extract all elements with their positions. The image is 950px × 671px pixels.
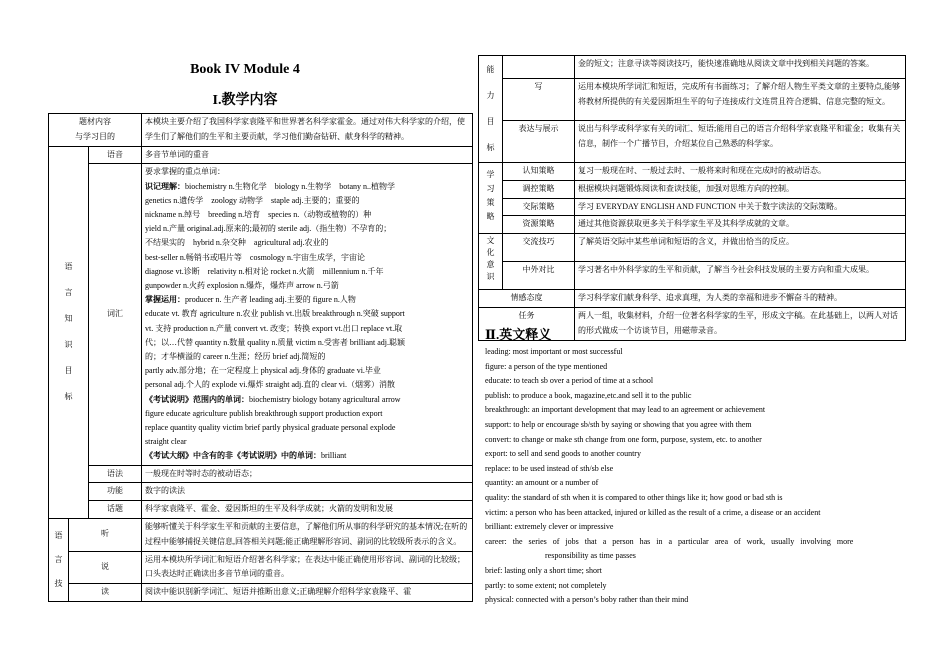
vocab-line: diagnose vt.诊断 relativity n.相对论 rocket n.火箭 millennium n.千年 bbox=[145, 266, 384, 276]
glossary-entry: convert: to change or make sth change from one form, purpose, system, etc. to another bbox=[485, 434, 762, 444]
glossary-entry: figure: a person of the type mentioned bbox=[485, 361, 608, 371]
glossary-entry: support: to help or encourage sb/sth by saying or showing that you agree with them bbox=[485, 419, 752, 429]
content-table-right bbox=[478, 55, 906, 341]
glossary-entry: brilliant: extremely clever or impressive bbox=[485, 522, 614, 532]
vocab-line: best-seller n.畅销书或唱片等 cosmology n.宇宙生成学，宇宙论 bbox=[145, 252, 366, 262]
vocab-line: genetics n.遗传学 zoology 动物学 staple adj.主要的；重要的 bbox=[145, 195, 360, 205]
culture-label bbox=[479, 234, 503, 290]
vocab-line: straight clear bbox=[145, 437, 187, 447]
topic-label: 题材内容 与学习目的 bbox=[49, 114, 142, 147]
res-label: 资源策略 bbox=[503, 216, 575, 234]
vocab-line: vt. 支持 production n.产量 convert vt. 改变；转换 export vt.出口 replace vt.取 bbox=[145, 323, 403, 333]
cog-label: 认知策略 bbox=[503, 163, 575, 181]
skills-text: 语言技 bbox=[54, 531, 63, 589]
vocab-line: figure educate agriculture publish breakthrough support production export bbox=[145, 408, 383, 418]
cskill-label: 交流技巧 bbox=[503, 234, 575, 262]
attitude-text: 学习科学家们献身科学、追求真理，为人类的幸福和进步不懈奋斗的精神。 bbox=[575, 290, 906, 308]
pron-text: 多音节单词的重音 bbox=[142, 146, 473, 164]
ability-text: 能力目标 bbox=[486, 65, 495, 152]
function-label: 功能 bbox=[89, 483, 142, 501]
topic2-text: 科学家袁隆平、霍金、爱因斯坦的生平及科学成就；火箭的发明和发展 bbox=[142, 501, 473, 519]
glossary-list bbox=[485, 345, 895, 608]
glossary-entry: partly: to some extent; not completely bbox=[485, 580, 607, 590]
speak-label: 说 bbox=[69, 551, 142, 584]
strategy-text: 学习策略 bbox=[486, 170, 495, 222]
vocab-line: replace quantity quality victim brief partly physical graduate personal explode bbox=[145, 423, 396, 433]
vocab-line: nickname n.绰号 breeding n.培育 species n.（动物或植物的）种 bbox=[145, 210, 372, 219]
speak-text: 运用本模块所学词汇和短语介绍著名科学家；在表达中能正确使用形容词、副词的比较级；口头表达时正确读出多音节单词的重音。 bbox=[142, 551, 473, 584]
vocab-cell bbox=[142, 164, 473, 465]
reg-label: 调控策略 bbox=[503, 180, 575, 198]
glossary-entry: quantity: an amount or a number of bbox=[485, 478, 599, 488]
compare-label: 中外对比 bbox=[503, 262, 575, 290]
vocab-line: 识记理解：biochemistry n.生物化学 biology n.生物学 botany n..植物学 bbox=[145, 181, 396, 191]
lang-knowledge-label bbox=[49, 146, 89, 518]
vocab-line: 《考试大纲》中含有的非《考试说明》中的单词：brilliant bbox=[145, 451, 347, 461]
topic2-label: 话题 bbox=[89, 501, 142, 519]
vocab-line: 掌握运用：producer n. 生产者 leading adj.主要的 figure n.人物 bbox=[145, 295, 356, 305]
cskill-text: 了解英语交际中某些单词和短语的含义，并做出恰当的反应。 bbox=[575, 234, 906, 262]
glossary-entry: publish: to produce a book, magazine,etc.and sell it to the public bbox=[485, 390, 692, 400]
comm-text: 学习 EVERYDAY ENGLISH AND FUNCTION 中关于数字读法的交际策略。 bbox=[575, 198, 906, 216]
glossary-entry: physical: connected with a person’s boby rather than their mind bbox=[485, 595, 689, 605]
glossary-entry: educate: to teach sb over a period of time at a school bbox=[485, 376, 654, 386]
comm-label: 交际策略 bbox=[503, 198, 575, 216]
compare-text: 学习著名中外科学家的生平和贡献，了解当今社会科技发展的主要方向和重大成果。 bbox=[575, 262, 906, 290]
glossary-entry: export: to sell and send goods to another country bbox=[485, 449, 641, 459]
vocab-line: partly adv.部分地；在一定程度上 physical adj.身体的 graduate vi.毕业 bbox=[145, 366, 381, 376]
vocab-line: 的；才华横溢的 career n.生涯；经历 brief adj.简短的 bbox=[145, 352, 326, 362]
read-text: 阅读中能识别新学词汇、短语并推断出意义;正确理解介绍科学家袁隆平、霍 bbox=[142, 584, 473, 602]
vocab-line: gunpowder n.火药 explosion n.爆炸，爆炸声 arrow n.弓箭 bbox=[145, 281, 339, 291]
read-cont-label bbox=[503, 56, 575, 79]
vocab-line: personal adj.个人的 explode vi.爆炸 straight adj.直的 clear vi.（烟雾）消散 bbox=[145, 380, 395, 390]
glossary-entry: breakthrough: an important development that may lead to an agreement or achievement bbox=[485, 405, 766, 415]
topic-text: 本模块主要介绍了我国科学家袁隆平和世界著名科学家霍金。通过对伟大科学家的介绍，使学生们了解他们的生平和主要贡献，学习他们勤奋钻研、献身科学的精神。 bbox=[142, 114, 473, 147]
function-text: 数字的读法 bbox=[142, 483, 473, 501]
vocab-line: yield n.产量 original.adj.原来的;最初的 sterile adj.（指生物）不孕育的； bbox=[145, 224, 392, 234]
grammar-label: 语法 bbox=[89, 465, 142, 483]
vocab-label: 词汇 bbox=[89, 164, 142, 465]
vocab-line: 代；以…代替 quantity n.数量 quality n.质量 victim n.受害者 brilliant adj.聪颖 bbox=[145, 337, 406, 347]
vocab-line: 《考试说明》范围内的单词：biochemistry biology botany agricultural arrow bbox=[145, 394, 401, 404]
task-label: 任务 bbox=[479, 307, 575, 340]
lang-knowledge-text: 语言知识目标 bbox=[64, 262, 73, 402]
glossary-entry-continuation: responsibility as time passes bbox=[545, 551, 636, 561]
express-label: 表达与展示 bbox=[503, 120, 575, 162]
pron-label: 语音 bbox=[89, 146, 142, 164]
book-title: Book IV Module 4 bbox=[190, 62, 300, 77]
glossary-entry: quality: the standard of sth when it is compared to other things like it; how good or bad sth is bbox=[485, 492, 783, 502]
grammar-text: 一般现在时等时态的被动语态； bbox=[142, 465, 473, 483]
express-text: 说出与科学或科学家有关的词汇、短语;能用自己的语言介绍科学家袁隆平和霍金；收集有关信息，制作一个广播节目，介绍某位自己熟悉的科学家。 bbox=[575, 120, 906, 162]
content-table-left bbox=[48, 113, 473, 602]
listen-label: 听 bbox=[69, 519, 142, 552]
res-text: 通过其他资源获取更多关于科学家生平及其科学成就的文章。 bbox=[575, 216, 906, 234]
reg-text: 根据模块问题锻炼阅读和查读技能，加强对思维方向的控制。 bbox=[575, 180, 906, 198]
glossary-entry: replace: to be used instead of sth/sb else bbox=[485, 463, 614, 473]
section2-title: Ⅱ.英文释义 bbox=[485, 327, 552, 342]
attitude-label: 情感态度 bbox=[479, 290, 575, 308]
section1-title: I.教学内容 bbox=[212, 93, 278, 108]
listen-text: 能够听懂关于科学家生平和贡献的主要信息，了解他们所从事的科学研究的基本情况;在听的过程中能够捕捉关键信息,回答相关问题;能正确理解形容词、副词的比较级所表示的含义。 bbox=[142, 519, 473, 552]
glossary-entry: career: the series of jobs that a person has in a particular area of work, usually involving more bbox=[485, 536, 854, 546]
glossary-entry: brief: lasting only a short time; short bbox=[485, 565, 602, 575]
cog-text: 复习一般现在时、一般过去时、一般将来时和现在完成时的被动语态。 bbox=[575, 163, 906, 181]
glossary-entry: leading: most important or most successful bbox=[485, 347, 623, 356]
read-cont-text: 金的短文；注意寻读等阅读技巧，能快速准确地从阅读文章中找到相关问题的答案。 bbox=[575, 56, 906, 79]
task-text: 两人一组，收集材料，介绍一位著名科学家的生平，形成文字稿。在此基础上，以两人对话的形式做成一个访谈节目，用磁带录音。 bbox=[575, 307, 906, 340]
ability-label bbox=[479, 56, 503, 163]
vocab-line: educate vt. 教育 agriculture n.农业 publish vt.出版 breakthrough n.突破 support bbox=[145, 309, 405, 319]
glossary-entry: victim: a person who has been attacked, injured or killed as the result of a crime, a disease or an accident bbox=[485, 507, 821, 517]
vocab-line: 不结果实的 hybrid n.杂交种 agricultural adj.农业的 bbox=[145, 238, 329, 248]
culture-text: 文化意识 bbox=[486, 236, 495, 282]
skills-label bbox=[49, 519, 69, 602]
read-label: 读 bbox=[69, 584, 142, 602]
write-label: 写 bbox=[503, 78, 575, 120]
strategy-label bbox=[479, 163, 503, 234]
vocab-line: 要求掌握的重点单词： bbox=[145, 167, 226, 177]
write-text: 运用本模块所学词汇和短语，完成所有书面练习；了解介绍人物生平类文章的主要特点,能够将教材所提供的有关爱因斯坦生平的句子连接成行文连贯且符合逻辑、信息完整的短文。 bbox=[575, 78, 906, 120]
